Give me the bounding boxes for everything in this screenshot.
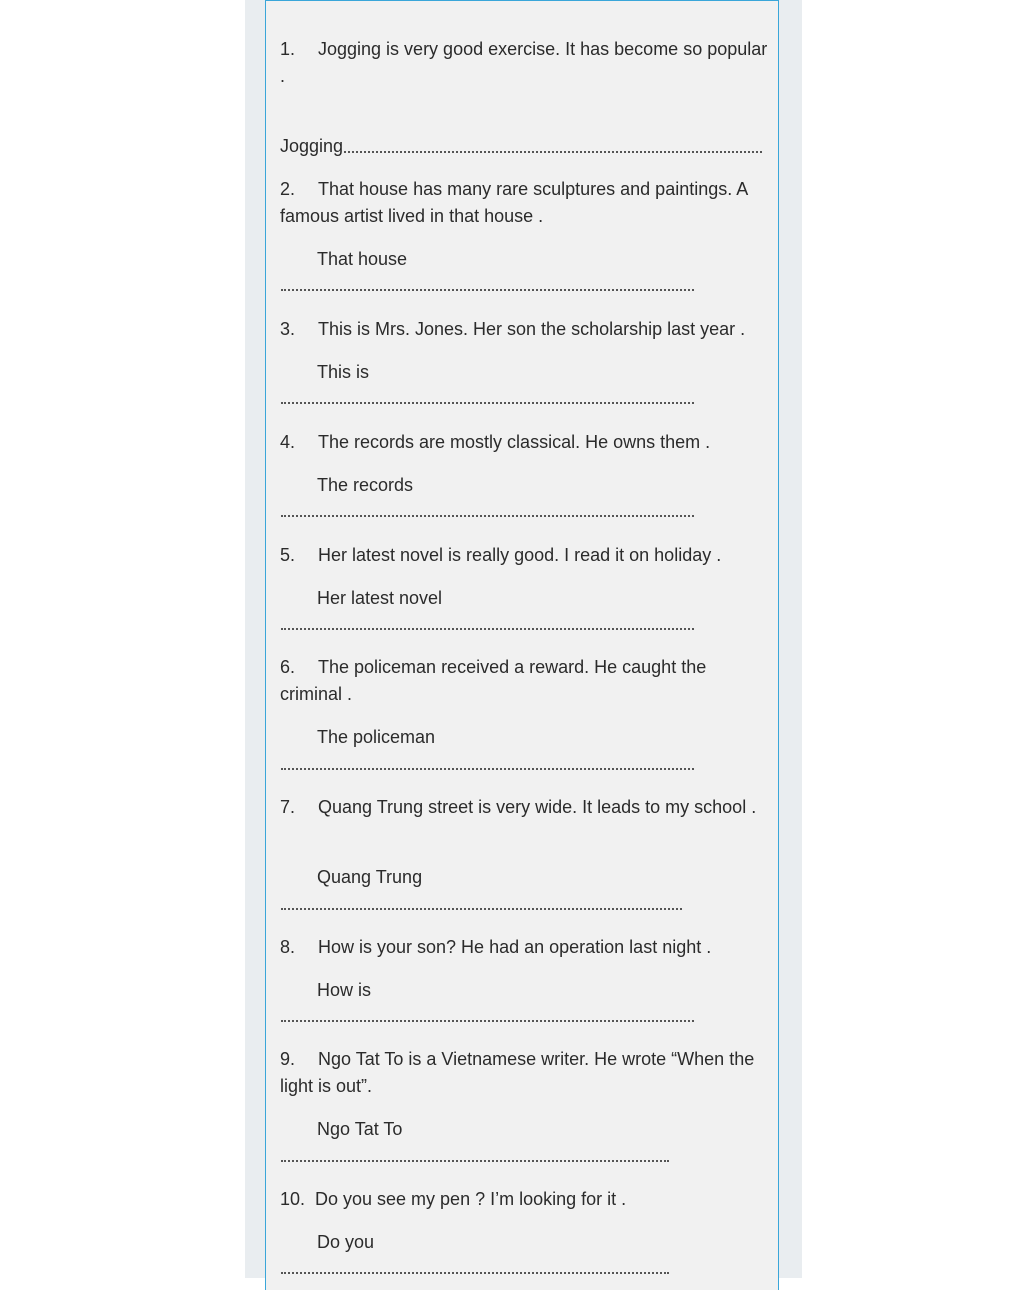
question-text: Do you see my pen ? I’m looking for it . <box>315 1189 627 1209</box>
answer-line-1[interactable] <box>280 133 762 160</box>
question-number: 3. <box>280 319 296 339</box>
question-number: 5. <box>280 545 296 565</box>
question-text: This is Mrs. Jones. Her son the scholarship last year . <box>318 319 746 339</box>
question-10 <box>280 1186 770 1213</box>
dotted-answer-line[interactable] <box>281 1270 669 1274</box>
dotted-answer-line[interactable] <box>281 287 694 291</box>
question-text: How is your son? He had an operation last night . <box>318 937 712 957</box>
question-3 <box>280 316 770 343</box>
answer-prompt: Jogging <box>280 136 344 156</box>
answer-prompt: This is <box>317 362 370 382</box>
dotted-answer-line[interactable] <box>281 1158 669 1162</box>
question-number: 8. <box>280 937 296 957</box>
dotted-answer-line[interactable] <box>281 626 694 630</box>
question-4 <box>280 429 770 456</box>
answer-prompt: Do you <box>317 1232 375 1252</box>
question-text: Jogging is very good exercise. It has become so popular . <box>280 39 768 86</box>
answer-prompt: The records <box>317 475 414 495</box>
dotted-answer-line[interactable] <box>281 1018 694 1022</box>
answer-prompt: How is <box>317 980 372 1000</box>
question-text: That house has many rare sculptures and paintings. A famous artist lived in that house . <box>280 179 748 226</box>
question-number: 7. <box>280 797 296 817</box>
answer-prompt: Her latest novel <box>317 588 443 608</box>
question-number: 2. <box>280 179 296 199</box>
dotted-answer-line[interactable] <box>344 151 762 153</box>
question-7 <box>280 794 770 821</box>
answer-prompt: The policeman <box>317 727 436 747</box>
question-number: 4. <box>280 432 296 452</box>
question-6 <box>280 654 770 708</box>
question-8 <box>280 934 770 961</box>
dotted-answer-line[interactable] <box>281 513 694 517</box>
question-number: 9. <box>280 1049 296 1069</box>
question-text: Her latest novel is really good. I read it on holiday . <box>318 545 722 565</box>
dotted-answer-line[interactable] <box>281 400 694 404</box>
question-number: 6. <box>280 657 296 677</box>
dotted-answer-line[interactable] <box>281 766 694 770</box>
question-text: Ngo Tat To is a Vietnamese writer. He wrote “When the light is out”. <box>280 1049 755 1096</box>
dotted-answer-line[interactable] <box>281 906 682 910</box>
answer-prompt: Quang Trung <box>317 867 423 887</box>
question-text: Quang Trung street is very wide. It leads to my school . <box>318 797 757 817</box>
answer-prompt: Ngo Tat To <box>317 1119 403 1139</box>
question-number: 1. <box>280 39 296 59</box>
question-text: The policeman received a reward. He caught the criminal . <box>280 657 707 704</box>
question-2 <box>280 176 770 230</box>
answer-prompt: That house <box>317 249 408 269</box>
question-number: 10. <box>280 1189 306 1209</box>
question-9 <box>280 1046 770 1100</box>
question-1 <box>280 36 770 90</box>
question-5 <box>280 542 770 569</box>
question-text: The records are mostly classical. He owns them . <box>318 432 711 452</box>
